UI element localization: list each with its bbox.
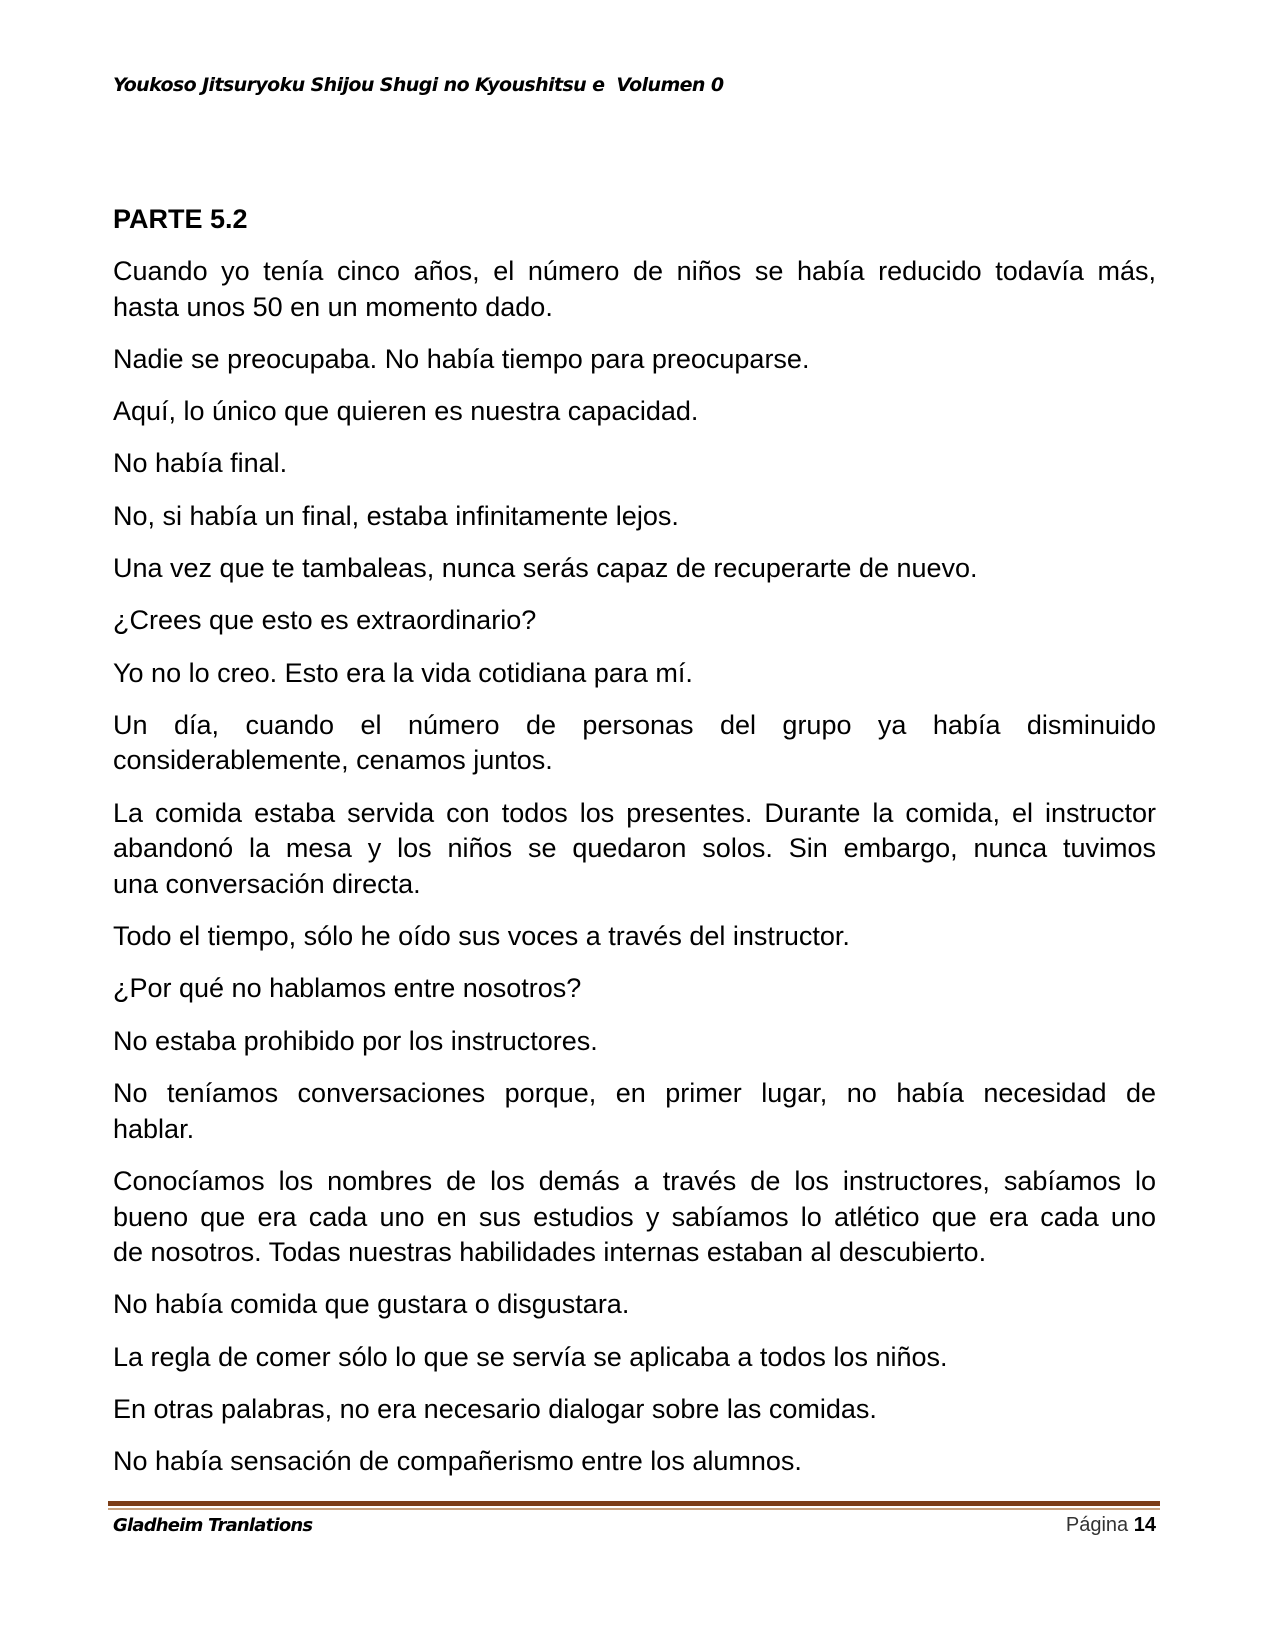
text-line: abandonó la mesa y los niños se quedaron solos. Sin embargo, nunca tuvimos	[113, 833, 1156, 864]
paragraph	[113, 342, 1156, 378]
text-line: No había comida que gustara o disgustara.	[113, 1289, 630, 1320]
paragraph	[113, 394, 1156, 430]
text-line: una conversación directa.	[113, 868, 421, 899]
paragraph	[113, 708, 1156, 779]
paragraph	[113, 1076, 1156, 1147]
section-title: PARTE 5.2	[113, 204, 248, 234]
footer-rule	[108, 1501, 1160, 1506]
paragraph	[113, 551, 1156, 587]
paragraph	[113, 1392, 1156, 1428]
page-number	[1066, 1514, 1156, 1537]
paragraph	[113, 446, 1156, 482]
text-line: Una vez que te tambaleas, nunca serás capaz de recuperarte de nuevo.	[113, 553, 978, 583]
paragraph	[113, 254, 1156, 325]
text-line: bueno que era cada uno en sus estudios y sabíamos lo atlético que era cada uno	[113, 1201, 1156, 1232]
text-line: Aquí, lo único que quieren es nuestra capacidad.	[113, 396, 699, 427]
text-line: de nosotros. Todas nuestras habilidades internas estaban al descubierto.	[113, 1237, 987, 1268]
paragraph	[113, 499, 1156, 535]
paragraphs	[113, 254, 1156, 1480]
text-line: ¿Crees que esto es extraordinario?	[113, 605, 537, 636]
text-line: considerablemente, cenamos juntos.	[113, 745, 553, 776]
page-body	[113, 201, 1156, 1497]
text-line: En otras palabras, no era necesario dialogar sobre las comidas.	[113, 1393, 877, 1424]
text-line: Un día, cuando el número de personas del grupo ya había disminuido	[113, 709, 1156, 740]
text-line: Yo no lo creo. Esto era la vida cotidiana para mí.	[113, 657, 693, 688]
text-line: No teníamos conversaciones porque, en primer lugar, no había necesidad de	[113, 1078, 1156, 1109]
paragraph	[113, 1340, 1156, 1376]
paragraph	[113, 919, 1156, 955]
text-line: hablar.	[113, 1113, 195, 1144]
text-line: ¿Por qué no hablamos entre nosotros?	[113, 973, 582, 1004]
text-line: La regla de comer sólo lo que se servía se aplicaba a todos los niños.	[113, 1341, 948, 1372]
paragraph	[113, 656, 1156, 692]
paragraph	[113, 1164, 1156, 1271]
footer-publisher: Gladheim Tranlations	[113, 1515, 313, 1536]
paragraph	[113, 1024, 1156, 1060]
text-line: No, si había un final, estaba infinitamente lejos.	[113, 500, 679, 531]
text-line: Nadie se preocupaba. No había tiempo para preocuparse.	[113, 343, 810, 374]
page-label: Página	[1065, 1514, 1129, 1536]
paragraph	[113, 796, 1156, 903]
text-line: No había sensación de compañerismo entre los alumnos.	[113, 1446, 802, 1477]
text-line: Cuando yo tenía cinco años, el número de niños se había reducido todavía más,	[113, 256, 1156, 286]
paragraph	[113, 971, 1156, 1007]
text-line: Todo el tiempo, sólo he oído sus voces a través del instructor.	[113, 921, 850, 952]
footer-rule-thin	[108, 1508, 1160, 1510]
running-header: Youkoso Jitsuryoku Shijou Shugi no Kyoushitsu e Volumen 0	[113, 74, 724, 96]
paragraph	[113, 603, 1156, 639]
paragraph	[113, 1444, 1156, 1480]
text-line: No estaba prohibido por los instructores.	[113, 1025, 598, 1056]
text-line: Conocíamos los nombres de los demás a través de los instructores, sabíamos lo	[113, 1165, 1156, 1196]
text-line: La comida estaba servida con todos los presentes. Durante la comida, el instructor	[113, 797, 1156, 828]
paragraph	[113, 1287, 1156, 1323]
page-number-value: 14	[1133, 1514, 1156, 1536]
text-line: hasta unos 50 en un momento dado.	[113, 291, 553, 322]
text-line: No había final.	[113, 448, 288, 479]
